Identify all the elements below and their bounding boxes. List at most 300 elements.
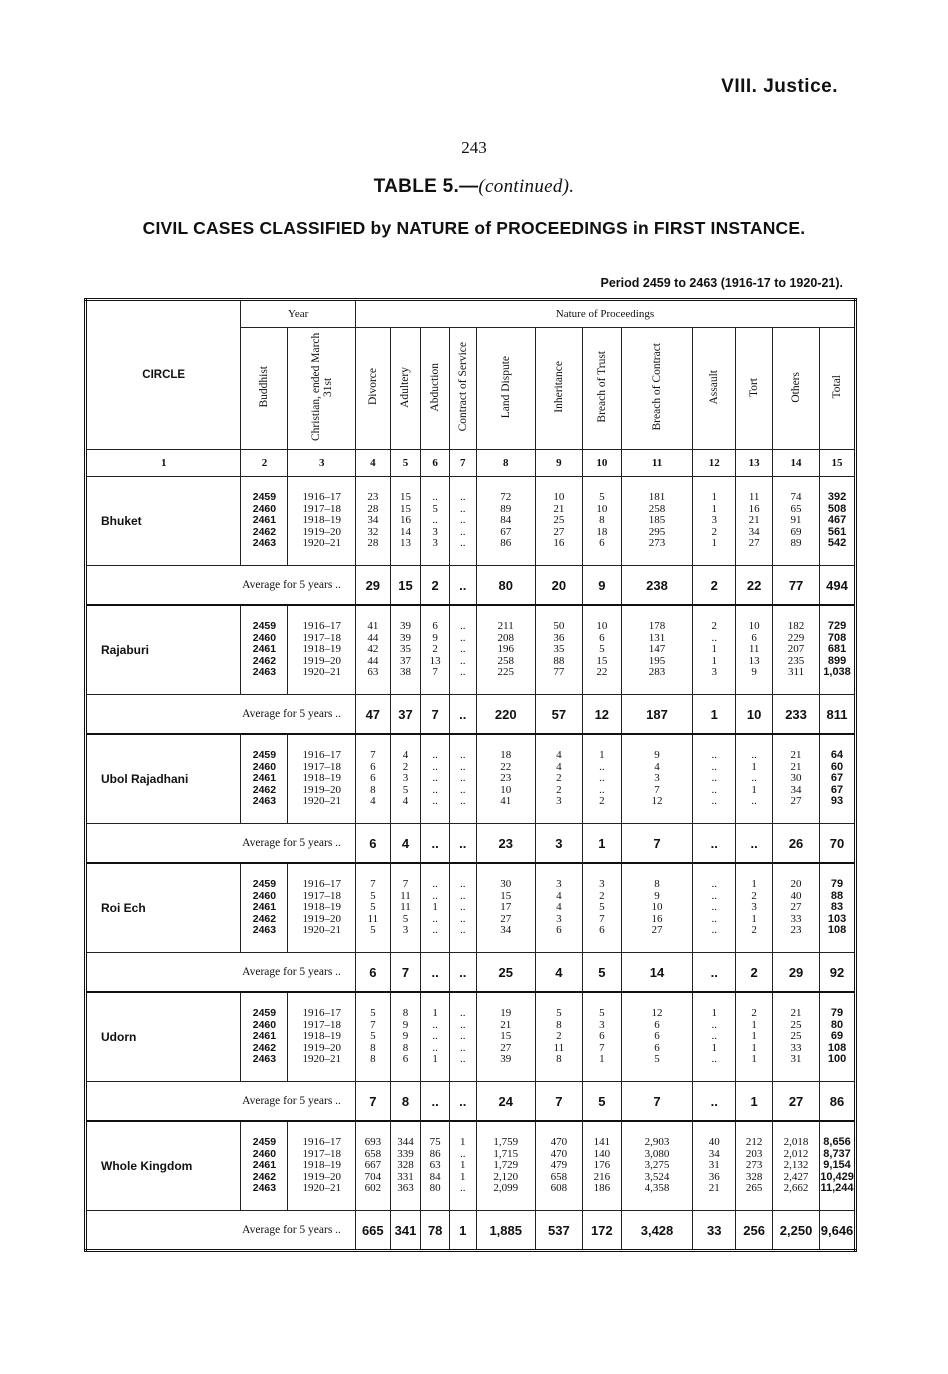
inheritance-cell (535, 863, 582, 953)
adultery-cell (390, 863, 421, 953)
land-values: 18 22 23 10 41 (500, 749, 512, 808)
average-value: 494 (820, 566, 856, 606)
assault-values: .. .. .. .. .. (711, 878, 718, 937)
breach-trust-values: 5 10 8 18 6 (596, 491, 608, 550)
average-row (86, 566, 856, 606)
circle-block-row (86, 863, 856, 953)
average-row (86, 1082, 856, 1122)
contract-service-cell (449, 1121, 476, 1211)
average-value: 220 (476, 695, 535, 735)
christian-years: 1916–17 1917–18 1918–19 1919–20 1920–21 (302, 749, 341, 808)
average-value: 47 (355, 695, 390, 735)
assault-values: 1 1 3 2 1 (711, 491, 718, 550)
adultery-values: 8 9 9 8 6 (402, 1007, 409, 1066)
circle-name: Ubol Rajadhani (86, 734, 241, 824)
adultery-values: 344 339 328 331 363 (397, 1136, 414, 1195)
col-number: 6 (421, 450, 450, 477)
land-values: 1,759 1,715 1,729 2,120 2,099 (493, 1136, 519, 1195)
breach-trust-cell (582, 734, 621, 824)
others-cell (773, 734, 820, 824)
average-value: 5 (582, 1082, 621, 1122)
average-value: 1,885 (476, 1211, 535, 1251)
col-divorce: Divorce (355, 328, 390, 450)
contract-service-cell (449, 605, 476, 695)
buddhist-year-cell (241, 992, 288, 1082)
column-number-row (86, 450, 856, 477)
inheritance-values: 5 8 2 11 8 (553, 1007, 565, 1066)
average-label: Average for 5 years .. (86, 566, 356, 606)
others-cell (773, 863, 820, 953)
total-cell (820, 1121, 856, 1211)
divorce-values: 693 658 667 704 602 (364, 1136, 382, 1195)
tort-cell (736, 605, 773, 695)
col-breach-contract: Breach of Contract (621, 328, 693, 450)
average-value: 23 (476, 824, 535, 864)
col-adultery: Adultery (390, 328, 421, 450)
col-number: 1 (86, 450, 241, 477)
total-cell (820, 992, 856, 1082)
total-values: 729 708 681 899 1,038 (823, 620, 851, 679)
total-values: 392 508 467 561 542 (827, 491, 847, 550)
total-values: 79 80 69 108 100 (827, 1007, 847, 1066)
contract-service-cell (449, 734, 476, 824)
nature-group-header: Nature of Proceedings (355, 300, 855, 328)
average-value: 4 (390, 824, 421, 864)
col-number: 9 (535, 450, 582, 477)
contract-service-values: .. .. .. .. .. (460, 491, 466, 550)
assault-values: .. .. .. .. .. (711, 749, 718, 808)
land-cell (476, 477, 535, 566)
total-cell (820, 734, 856, 824)
average-value: 7 (621, 1082, 693, 1122)
breach-trust-values: 3 2 5 7 6 (599, 878, 605, 937)
buddhist-year-cell (241, 1121, 288, 1211)
buddhist-years: 2459 2460 2461 2462 2463 (252, 620, 277, 679)
average-value: 1 (582, 824, 621, 864)
assault-cell (693, 734, 736, 824)
breach-trust-cell (582, 477, 621, 566)
others-cell (773, 477, 820, 566)
average-value: 25 (476, 953, 535, 993)
adultery-values: 39 39 35 37 38 (400, 620, 412, 679)
average-value: 10 (736, 695, 773, 735)
average-value: 5 (582, 953, 621, 993)
circle-header: CIRCLE (86, 300, 241, 450)
breach-contract-values: 9 4 3 7 12 (651, 749, 663, 808)
total-cell (820, 605, 856, 695)
average-value: 77 (773, 566, 820, 606)
contract-service-cell (449, 477, 476, 566)
adultery-values: 4 2 3 5 4 (402, 749, 409, 808)
average-value: 78 (421, 1211, 450, 1251)
christian-year-cell (288, 863, 355, 953)
breach-trust-values: 1 .. .. .. 2 (599, 749, 605, 808)
average-value: 2 (421, 566, 450, 606)
total-values: 64 60 67 67 93 (830, 749, 844, 808)
average-value: 1 (736, 1082, 773, 1122)
col-number: 3 (288, 450, 355, 477)
average-value: .. (449, 953, 476, 993)
assault-values: 40 34 31 36 21 (708, 1136, 720, 1195)
average-value: 57 (535, 695, 582, 735)
col-total: Total (820, 328, 856, 450)
breach-trust-values: 141 140 176 216 186 (593, 1136, 611, 1195)
average-row (86, 824, 856, 864)
inheritance-cell (535, 477, 582, 566)
divorce-values: 5 7 5 8 8 (370, 1007, 376, 1066)
average-value: 26 (773, 824, 820, 864)
average-value: .. (449, 695, 476, 735)
breach-contract-cell (621, 734, 693, 824)
average-row (86, 1211, 856, 1251)
assault-values: 2 .. 1 1 3 (711, 620, 718, 679)
table-title (0, 176, 948, 198)
col-number: 13 (736, 450, 773, 477)
inheritance-cell (535, 605, 582, 695)
divorce-values: 7 5 5 11 5 (367, 878, 379, 937)
inheritance-values: 4 4 2 2 3 (556, 749, 562, 808)
average-value: 70 (820, 824, 856, 864)
abduction-values: .. 5 .. 3 3 (432, 491, 438, 550)
adultery-cell (390, 1121, 421, 1211)
christian-year-cell (288, 1121, 355, 1211)
average-value: 537 (535, 1211, 582, 1251)
average-value: 15 (390, 566, 421, 606)
christian-year-cell (288, 477, 355, 566)
contract-service-values: .. .. .. .. .. (460, 749, 466, 808)
average-value: .. (421, 1082, 450, 1122)
average-value: 92 (820, 953, 856, 993)
abduction-cell (421, 1121, 450, 1211)
circle-block-row (86, 734, 856, 824)
col-number: 8 (476, 450, 535, 477)
breach-contract-cell (621, 477, 693, 566)
buddhist-years: 2459 2460 2461 2462 2463 (252, 1007, 277, 1066)
average-value: 37 (390, 695, 421, 735)
average-label: Average for 5 years .. (86, 824, 356, 864)
others-values: 21 21 30 34 27 (790, 749, 802, 808)
col-number: 14 (773, 450, 820, 477)
tort-values: 212 203 273 328 265 (745, 1136, 763, 1195)
average-value: .. (693, 824, 736, 864)
contract-service-cell (449, 863, 476, 953)
inheritance-cell (535, 734, 582, 824)
col-tort: Tort (736, 328, 773, 450)
assault-cell (693, 477, 736, 566)
average-row (86, 953, 856, 993)
average-value: 233 (773, 695, 820, 735)
adultery-values: 7 11 11 5 3 (400, 878, 411, 937)
land-values: 19 21 15 27 39 (500, 1007, 512, 1066)
inheritance-values: 50 36 35 88 77 (553, 620, 565, 679)
breach-contract-values: 181 258 185 295 273 (648, 491, 666, 550)
average-value: 80 (476, 566, 535, 606)
col-assault: Assault (693, 328, 736, 450)
average-value: .. (449, 1082, 476, 1122)
year-group-header: Year (241, 300, 356, 328)
breach-contract-values: 178 131 147 195 283 (648, 620, 666, 679)
col-abduction: Abduction (421, 328, 450, 450)
col-number: 10 (582, 450, 621, 477)
average-value: 86 (820, 1082, 856, 1122)
tort-cell (736, 863, 773, 953)
average-value: 6 (355, 953, 390, 993)
average-value: 7 (421, 695, 450, 735)
tort-cell (736, 477, 773, 566)
others-values: 2,018 2,012 2,132 2,427 2,662 (783, 1136, 809, 1195)
col-contract-service: Contract of Service (449, 328, 476, 450)
contract-service-values: .. .. .. .. .. (460, 1007, 466, 1066)
table-subtitle: CIVIL CASES CLASSIFIED by NATURE of PROCEEDINGS in FIRST INSTANCE. (142, 218, 806, 238)
average-value: 24 (476, 1082, 535, 1122)
average-value: .. (421, 824, 450, 864)
col-breach-trust: Breach of Trust (582, 328, 621, 450)
average-value: .. (693, 953, 736, 993)
average-value: 7 (355, 1082, 390, 1122)
others-cell (773, 1121, 820, 1211)
christian-years: 1916–17 1917–18 1918–19 1919–20 1920–21 (302, 491, 341, 550)
average-value: 3 (535, 824, 582, 864)
land-values: 211 208 196 258 225 (497, 620, 514, 679)
others-cell (773, 992, 820, 1082)
land-cell (476, 605, 535, 695)
divorce-values: 23 28 34 32 28 (367, 491, 379, 550)
assault-cell (693, 605, 736, 695)
others-values: 21 25 25 33 31 (790, 1007, 802, 1066)
average-value: 341 (390, 1211, 421, 1251)
circle-name: Bhuket (86, 477, 241, 566)
adultery-cell (390, 477, 421, 566)
land-cell (476, 992, 535, 1082)
average-value: 12 (582, 695, 621, 735)
breach-trust-cell (582, 1121, 621, 1211)
total-cell (820, 863, 856, 953)
land-cell (476, 863, 535, 953)
inheritance-values: 470 470 479 658 608 (550, 1136, 568, 1195)
assault-values: 1 .. .. 1 .. (711, 1007, 718, 1066)
average-value: 7 (621, 824, 693, 864)
average-value: 3,428 (621, 1211, 693, 1251)
title-continued: (continued). (478, 176, 575, 197)
breach-contract-values: 2,903 3,080 3,275 3,524 4,358 (644, 1136, 670, 1195)
total-values: 8,656 8,737 9,154 10,429 11,244 (820, 1136, 854, 1195)
col-number: 12 (693, 450, 736, 477)
contract-service-cell (449, 992, 476, 1082)
tort-values: .. 1 .. 1 .. (751, 749, 757, 808)
divorce-values: 7 6 6 8 4 (370, 749, 376, 808)
abduction-values: 6 9 2 13 7 (429, 620, 441, 679)
divorce-values: 41 44 42 44 63 (367, 620, 379, 679)
circle-name: Rajaburi (86, 605, 241, 695)
statistics-table-wrapper (84, 298, 857, 1252)
col-christian: Christian, ended March 31st (288, 328, 355, 450)
section-tag: VIII. Justice. (721, 76, 838, 97)
others-values: 20 40 27 33 23 (790, 878, 802, 937)
buddhist-years: 2459 2460 2461 2462 2463 (252, 878, 277, 937)
average-value: .. (449, 566, 476, 606)
buddhist-years: 2459 2460 2461 2462 2463 (252, 1136, 277, 1195)
abduction-cell (421, 863, 450, 953)
christian-years: 1916–17 1917–18 1918–19 1919–20 1920–21 (302, 1136, 341, 1195)
average-value: 4 (535, 953, 582, 993)
adultery-cell (390, 734, 421, 824)
title-main: TABLE 5.— (373, 176, 479, 197)
breach-trust-cell (582, 863, 621, 953)
average-value: 7 (535, 1082, 582, 1122)
col-number: 4 (355, 450, 390, 477)
circle-block-row (86, 605, 856, 695)
circle-name: Whole Kingdom (86, 1121, 241, 1211)
average-value: 238 (621, 566, 693, 606)
contract-service-values: 1 .. 1 1 .. (460, 1136, 466, 1195)
tort-cell (736, 734, 773, 824)
average-value: 33 (693, 1211, 736, 1251)
land-cell (476, 1121, 535, 1211)
average-value: .. (421, 953, 450, 993)
assault-cell (693, 1121, 736, 1211)
inheritance-cell (535, 992, 582, 1082)
total-values: 79 88 83 103 108 (827, 878, 847, 937)
average-label: Average for 5 years .. (86, 953, 356, 993)
average-value: 172 (582, 1211, 621, 1251)
christian-year-cell (288, 992, 355, 1082)
breach-trust-values: 10 6 5 15 22 (596, 620, 608, 679)
tort-cell (736, 992, 773, 1082)
circle-name: Roi Ech (86, 863, 241, 953)
inheritance-values: 10 21 25 27 16 (553, 491, 565, 550)
christian-years: 1916–17 1917–18 1918–19 1919–20 1920–21 (302, 878, 341, 937)
christian-year-cell (288, 734, 355, 824)
breach-trust-cell (582, 605, 621, 695)
average-value: 29 (773, 953, 820, 993)
buddhist-year-cell (241, 477, 288, 566)
average-value: 27 (773, 1082, 820, 1122)
land-values: 72 89 84 67 86 (500, 491, 512, 550)
others-cell (773, 605, 820, 695)
average-label: Average for 5 years .. (86, 1082, 356, 1122)
inheritance-cell (535, 1121, 582, 1211)
christian-year-cell (288, 605, 355, 695)
buddhist-year-cell (241, 734, 288, 824)
col-number: 11 (621, 450, 693, 477)
average-value: 7 (390, 953, 421, 993)
tort-cell (736, 1121, 773, 1211)
tort-values: 11 16 21 34 27 (748, 491, 760, 550)
average-value: .. (693, 1082, 736, 1122)
inheritance-values: 3 4 4 3 6 (556, 878, 562, 937)
breach-contract-cell (621, 863, 693, 953)
average-value: 14 (621, 953, 693, 993)
average-value: 6 (355, 824, 390, 864)
contract-service-values: .. .. .. .. .. (460, 620, 466, 679)
average-value: 9,646 (820, 1211, 856, 1251)
col-inheritance: Inheritance (535, 328, 582, 450)
page-number: 243 (461, 138, 487, 157)
others-values: 74 65 91 69 89 (790, 491, 802, 550)
contract-service-values: .. .. .. .. .. (460, 878, 466, 937)
breach-trust-values: 5 3 6 7 1 (599, 1007, 605, 1066)
circle-block-row (86, 477, 856, 566)
average-value: 1 (693, 695, 736, 735)
average-label: Average for 5 years .. (86, 1211, 356, 1251)
average-value: 29 (355, 566, 390, 606)
land-cell (476, 734, 535, 824)
divorce-cell (355, 477, 390, 566)
breach-trust-cell (582, 992, 621, 1082)
circle-block-row (86, 992, 856, 1082)
christian-years: 1916–17 1917–18 1918–19 1919–20 1920–21 (302, 620, 341, 679)
divorce-cell (355, 992, 390, 1082)
circle-block-row (86, 1121, 856, 1211)
period-label: Period 2459 to 2463 (1916-17 to 1920-21). (600, 276, 843, 290)
tort-values: 1 2 3 1 2 (751, 878, 757, 937)
breach-contract-cell (621, 992, 693, 1082)
col-number: 15 (820, 450, 856, 477)
average-value: 20 (535, 566, 582, 606)
others-values: 182 229 207 235 311 (787, 620, 805, 679)
adultery-cell (390, 992, 421, 1082)
abduction-values: .. .. 1 .. .. (432, 878, 438, 937)
abduction-cell (421, 477, 450, 566)
buddhist-years: 2459 2460 2461 2462 2463 (252, 749, 277, 808)
divorce-cell (355, 605, 390, 695)
average-label: Average for 5 years .. (86, 695, 356, 735)
col-land-dispute: Land Dispute (476, 328, 535, 450)
christian-years: 1916–17 1917–18 1918–19 1919–20 1920–21 (302, 1007, 341, 1066)
average-value: 2,250 (773, 1211, 820, 1251)
average-value: 2 (693, 566, 736, 606)
average-value: 8 (390, 1082, 421, 1122)
average-value: 22 (736, 566, 773, 606)
col-number: 5 (390, 450, 421, 477)
adultery-values: 15 15 16 14 13 (400, 491, 412, 550)
land-values: 30 15 17 27 34 (500, 878, 512, 937)
assault-cell (693, 992, 736, 1082)
average-value: .. (449, 824, 476, 864)
abduction-values: 75 86 63 84 80 (429, 1136, 441, 1195)
buddhist-year-cell (241, 863, 288, 953)
tort-values: 10 6 11 13 9 (748, 620, 760, 679)
col-number: 2 (241, 450, 288, 477)
average-value: 665 (355, 1211, 390, 1251)
breach-contract-values: 12 6 6 6 5 (651, 1007, 663, 1066)
divorce-cell (355, 734, 390, 824)
buddhist-year-cell (241, 605, 288, 695)
average-value: 9 (582, 566, 621, 606)
abduction-cell (421, 992, 450, 1082)
abduction-cell (421, 605, 450, 695)
average-row (86, 695, 856, 735)
divorce-cell (355, 1121, 390, 1211)
abduction-cell (421, 734, 450, 824)
average-value: .. (736, 824, 773, 864)
average-value: 811 (820, 695, 856, 735)
divorce-cell (355, 863, 390, 953)
breach-contract-cell (621, 605, 693, 695)
average-value: 256 (736, 1211, 773, 1251)
average-value: 1 (449, 1211, 476, 1251)
total-cell (820, 477, 856, 566)
col-buddhist: Buddhist (241, 328, 288, 450)
abduction-values: 1 .. .. .. 1 (432, 1007, 438, 1066)
circle-name: Udorn (86, 992, 241, 1082)
civil-cases-table (84, 298, 857, 1252)
breach-contract-cell (621, 1121, 693, 1211)
breach-contract-values: 8 9 10 16 27 (651, 878, 663, 937)
col-number: 7 (449, 450, 476, 477)
abduction-values: .. .. .. .. .. (432, 749, 438, 808)
adultery-cell (390, 605, 421, 695)
